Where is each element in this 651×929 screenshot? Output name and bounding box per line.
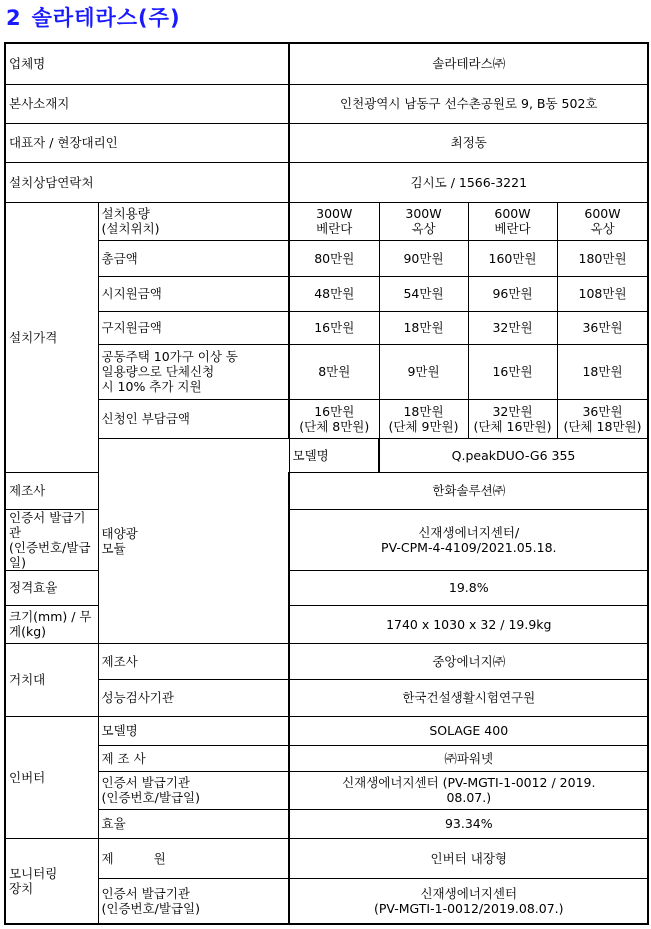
inverter-maker-value: ㈜파워넷 xyxy=(289,745,648,771)
burden-group-value: (단체 9만원) xyxy=(388,418,459,434)
inverter-model-label: 모델명 xyxy=(98,716,289,745)
burden-value: 36만원 xyxy=(582,403,623,419)
row-contact xyxy=(5,162,648,202)
burden-value: 32만원 xyxy=(492,403,533,419)
ceo-value: 최정동 xyxy=(289,123,648,162)
monitor-spec-value: 인버터 내장형 xyxy=(289,838,648,878)
contact-label: 설치상담연락처 xyxy=(5,162,289,202)
total-value: 80만원 xyxy=(289,240,379,276)
module-size-label: 크기(mm) / 무게(kg) xyxy=(5,605,98,643)
hq-label: 본사소재지 xyxy=(5,84,289,123)
inverter-model-value: SOLAGE 400 xyxy=(289,716,648,745)
monitor-cert-line2: (PV-MGTI-1-0012/2019.08.07.) xyxy=(374,900,564,916)
burden-label: 신청인 부담금액 xyxy=(98,399,289,438)
total-label: 총금액 xyxy=(98,240,289,276)
group-support-value: 16만원 xyxy=(468,344,557,399)
burden-col-2 xyxy=(379,399,468,438)
module-maker-label: 제조사 xyxy=(5,472,98,509)
burden-group-value: (단체 18만원) xyxy=(563,418,642,434)
mount-test-label: 성능검사기관 xyxy=(98,679,289,716)
burden-group-value: (단체 16만원) xyxy=(473,418,552,434)
row-inverter-efficiency xyxy=(5,809,648,838)
inverter-cert-label-line1: 인증서 발급기관 xyxy=(101,775,190,790)
group-support-value: 8만원 xyxy=(289,344,379,399)
capacity-value: 600W xyxy=(494,206,531,221)
module-model-label: 모델명 xyxy=(289,438,379,472)
monitor-spec-label-b: 원 xyxy=(153,850,166,866)
district-support-value: 18만원 xyxy=(379,311,468,344)
city-support-value: 54만원 xyxy=(379,276,468,311)
monitor-spec-label-a: 제 xyxy=(101,850,114,866)
row-city-support xyxy=(5,276,648,311)
row-inverter-model xyxy=(5,716,648,745)
mount-test-value: 한국건설생활시험연구원 xyxy=(289,679,648,716)
district-support-value: 36만원 xyxy=(557,311,648,344)
row-mount-maker xyxy=(5,643,648,679)
district-support-value: 16만원 xyxy=(289,311,379,344)
row-inverter-cert xyxy=(5,771,648,809)
capacity-col-2 xyxy=(379,202,468,240)
company-value: 솔라테라스㈜ xyxy=(289,43,648,84)
capacity-value: 300W xyxy=(405,206,442,221)
capacity-label-line1: 설치용량 xyxy=(101,206,150,221)
mount-category: 거치대 xyxy=(5,643,98,716)
inverter-category: 인버터 xyxy=(5,716,98,838)
row-monitor-spec xyxy=(5,838,648,878)
module-cert-line2: PV-CPM-4-4109/2021.05.18. xyxy=(381,539,557,555)
total-value: 90만원 xyxy=(379,240,468,276)
burden-col-1 xyxy=(289,399,379,438)
row-district-support xyxy=(5,311,648,344)
capacity-col-1 xyxy=(289,202,379,240)
inverter-cert-value xyxy=(289,771,648,809)
hq-value: 인천광역시 남동구 선수촌공원로 9, B동 502호 xyxy=(289,84,648,123)
module-cert-label xyxy=(5,509,98,570)
module-cert-value xyxy=(289,509,648,570)
group-support-label xyxy=(98,344,289,399)
burden-col-4 xyxy=(557,399,648,438)
group-support-value: 18만원 xyxy=(557,344,648,399)
company-label: 업체명 xyxy=(5,43,289,84)
monitor-category xyxy=(5,838,98,924)
module-cert-label-line2: (인증번호/발급일) xyxy=(9,539,91,570)
inverter-cert-label xyxy=(98,771,289,809)
module-cert-line1: 신재생에너지센터/ xyxy=(418,524,520,540)
location-value: 베란다 xyxy=(494,221,531,236)
monitor-cert-label xyxy=(98,878,289,924)
capacity-col-3 xyxy=(468,202,557,240)
row-hq xyxy=(5,84,648,123)
page-title xyxy=(6,2,181,32)
monitor-cert-line1: 신재생에너지센터 xyxy=(420,885,518,901)
row-module-model xyxy=(5,438,648,472)
capacity-label-line2: (설치위치) xyxy=(101,221,160,236)
district-support-label: 구지원금액 xyxy=(98,311,289,344)
company-title: 솔라테라스(주) xyxy=(31,6,181,30)
module-efficiency-value: 19.8% xyxy=(289,570,648,605)
inverter-cert-line2: 08.07.) xyxy=(446,790,492,805)
location-value: 옥상 xyxy=(411,221,436,236)
capacity-label xyxy=(98,202,289,240)
inverter-efficiency-value: 93.34% xyxy=(289,809,648,838)
capacity-value: 300W xyxy=(316,206,353,221)
contact-value: 김시도 / 1566-3221 xyxy=(289,162,648,202)
group-support-line3: 시 10% 추가 지원 xyxy=(101,379,202,394)
row-group-support xyxy=(5,344,648,399)
price-category: 설치가격 xyxy=(5,202,98,472)
module-size-value: 1740 x 1030 x 32 / 19.9kg xyxy=(289,605,648,643)
row-company xyxy=(5,43,648,84)
row-ceo xyxy=(5,123,648,162)
group-support-value: 9만원 xyxy=(379,344,468,399)
total-value: 160만원 xyxy=(468,240,557,276)
capacity-col-4 xyxy=(557,202,648,240)
city-support-value: 96만원 xyxy=(468,276,557,311)
row-price-header xyxy=(5,202,648,240)
inverter-cert-line1: 신재생에너지센터 (PV-MGTI-1-0012 / 2019. xyxy=(342,775,596,790)
row-applicant-burden xyxy=(5,399,648,438)
module-category xyxy=(98,438,289,643)
burden-group-value: (단체 8만원) xyxy=(299,418,370,434)
location-value: 옥상 xyxy=(590,221,615,236)
district-support-value: 32만원 xyxy=(468,311,557,344)
monitor-category-line2: 장치 xyxy=(9,880,34,896)
row-mount-test xyxy=(5,679,648,716)
total-value: 180만원 xyxy=(557,240,648,276)
monitor-cert-label-line2: (인증번호/발급일) xyxy=(101,900,200,916)
spec-table xyxy=(4,42,649,925)
module-cert-label-line1: 인증서 발급기관 xyxy=(9,509,86,540)
monitor-cert-value xyxy=(289,878,648,924)
inverter-cert-label-line2: (인증번호/발급일) xyxy=(101,790,200,805)
group-support-line1: 공동주택 10가구 이상 동 xyxy=(101,349,239,364)
module-maker-value: 한화솔루션㈜ xyxy=(289,472,648,509)
ceo-label: 대표자 / 현장대리인 xyxy=(5,123,289,162)
group-support-line2: 일용량으로 단체신청 xyxy=(101,364,215,379)
inverter-efficiency-label: 효율 xyxy=(98,809,289,838)
burden-value: 18만원 xyxy=(403,403,444,419)
burden-col-3 xyxy=(468,399,557,438)
city-support-value: 48만원 xyxy=(289,276,379,311)
row-total xyxy=(5,240,648,276)
city-support-value: 108만원 xyxy=(557,276,648,311)
module-category-line2: 모듈 xyxy=(101,540,126,556)
module-category-line1: 태양광 xyxy=(101,525,138,541)
section-number: 2 xyxy=(6,6,22,30)
capacity-value: 600W xyxy=(584,206,621,221)
burden-value: 16만원 xyxy=(314,403,355,419)
inverter-maker-label: 제 조 사 xyxy=(98,745,289,771)
row-monitor-cert xyxy=(5,878,648,924)
mount-maker-label: 제조사 xyxy=(98,643,289,679)
mount-maker-value: 중앙에너지㈜ xyxy=(289,643,648,679)
location-value: 베란다 xyxy=(316,221,353,236)
monitor-spec-label xyxy=(98,838,289,878)
row-inverter-maker xyxy=(5,745,648,771)
module-model-value: Q.peakDUO-G6 355 xyxy=(379,438,648,472)
module-efficiency-label: 정격효율 xyxy=(5,570,98,605)
monitor-cert-label-line1: 인증서 발급기관 xyxy=(101,885,190,901)
monitor-category-line1: 모니터링 xyxy=(9,865,58,881)
city-support-label: 시지원금액 xyxy=(98,276,289,311)
